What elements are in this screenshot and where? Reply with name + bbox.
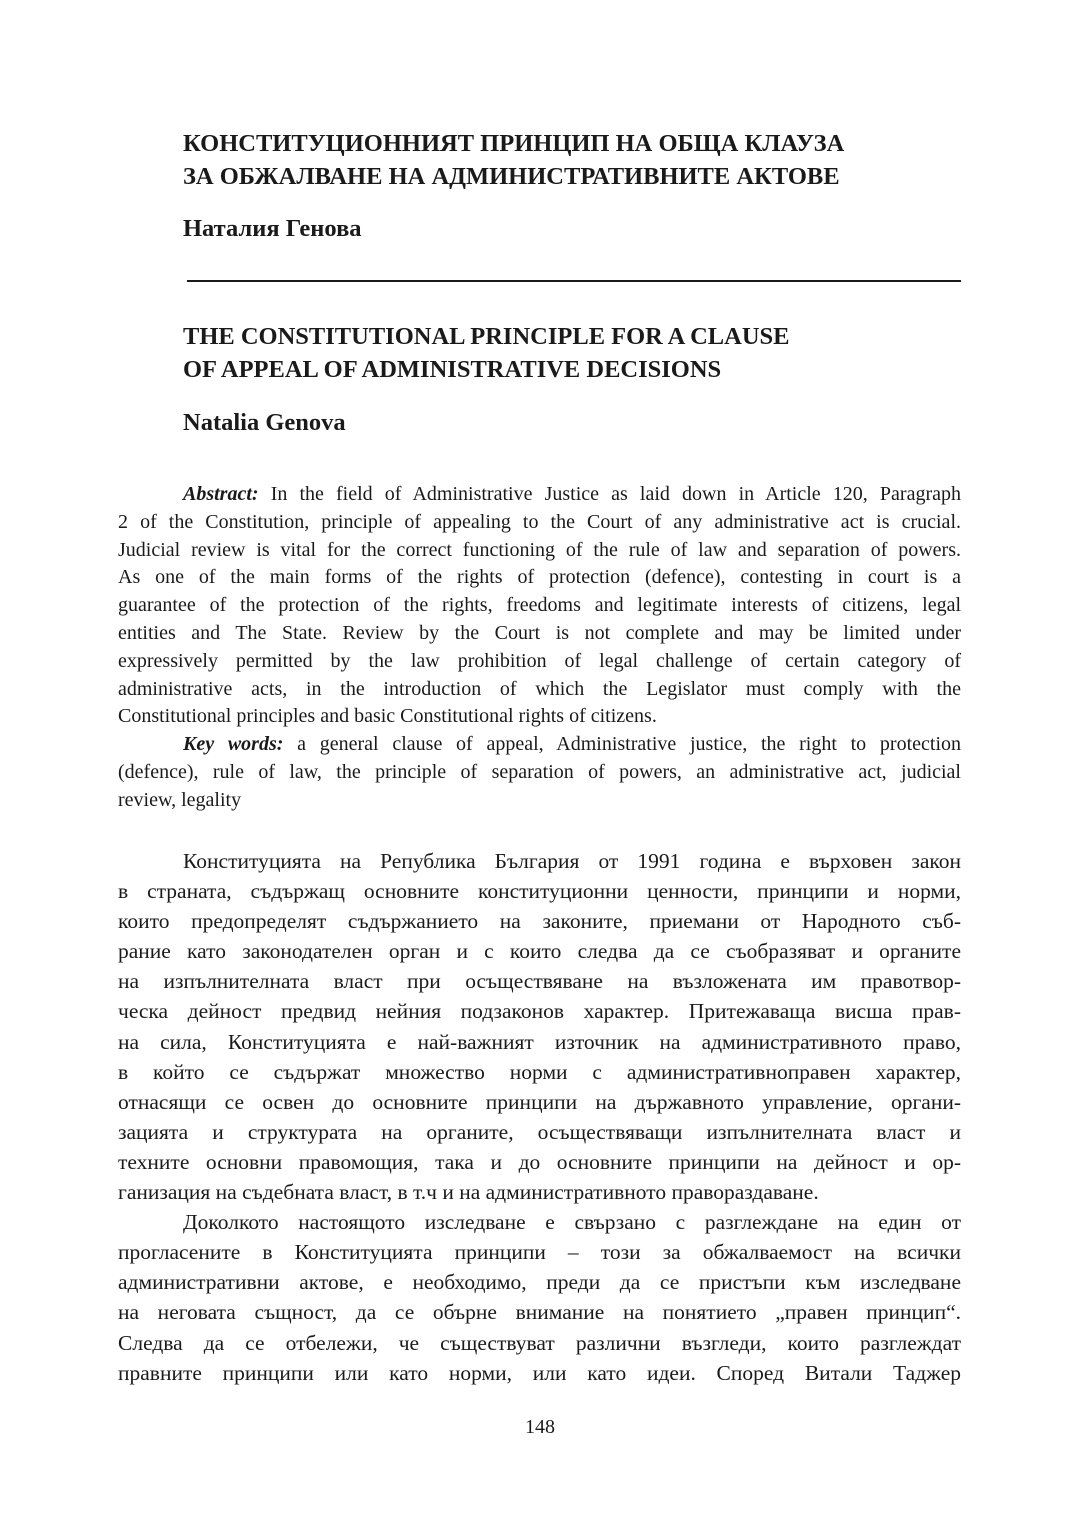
abstract-line: Constitutional principles and basic Constitutional rights of citizens. <box>118 705 657 728</box>
abstract-line: 2 of the Constitution, principle of appealing to the Court of any administrative act is crucial. <box>118 510 961 533</box>
title-english-line-1: THE CONSTITUTIONAL PRINCIPLE FOR A CLAUSE <box>183 323 790 350</box>
body-line: прогласените в Конституцията принципи – този за обжалваемост на всички <box>118 1240 961 1265</box>
keywords-line <box>118 731 961 759</box>
body-line: Конституцията на Република България от 1991 година е върховен закон <box>183 849 961 873</box>
title-bulgarian <box>183 127 973 193</box>
body-line: рание като законодателен орган и с които следва да се съобразяват и органите <box>118 939 961 964</box>
title-english-line-2: OF APPEAL OF ADMINISTRATIVE DECISIONS <box>183 356 722 383</box>
body-line: правните принципи или като норми, или като идеи. Според Витали Таджер <box>118 1360 961 1385</box>
abstract-line: Judicial review is vital for the correct functioning of the rule of law and separation of powers. <box>118 538 961 561</box>
body-line: на изпълнителната власт при осъществяване на възложената им правотвор- <box>118 969 961 994</box>
title-bulgarian-line-1: КОНСТИТУЦИОННИЯТ ПРИНЦИП НА ОБЩА КЛАУЗА <box>183 130 845 157</box>
body-line: административни актове, е необходимо, преди да се пристъпи към изследване <box>118 1270 961 1295</box>
body-line: които предопределят съдържанието на законите, приемани от Народното съб- <box>118 909 961 934</box>
body-line: зацията и структурата на органите, осъществяващи изпълнителната власт и <box>118 1119 961 1144</box>
body-line: отнасящи се освен до основните принципи на държавното управление, органи- <box>118 1089 961 1114</box>
body-line: Доколкото настоящото изследване е свързано с разглеждане на един от <box>183 1210 961 1235</box>
page-number: 148 <box>525 1416 555 1438</box>
abstract-line: expressively permitted by the law prohibition of legal challenge of certain category of <box>118 649 961 672</box>
body-line: ческа дейност предвид нейния подзаконов характер. Притежаваща висша прав- <box>118 999 961 1024</box>
keywords-text: a general clause of appeal, Administrative justice, the right to protection <box>297 733 962 756</box>
body-line: в който се съдържат множество норми с административноправен характер, <box>118 1059 961 1084</box>
body-line: на неговата същност, да се обърне внимание на понятието „правен принцип“. <box>118 1300 961 1325</box>
abstract-label: Abstract: <box>183 483 259 505</box>
title-english <box>183 320 973 386</box>
abstract-line: administrative acts, in the introduction of which the Legislator must comply with the <box>118 677 961 700</box>
keywords-line: review, legality <box>118 788 242 811</box>
body-line: Следва да се отбележи, че съществуват различни възгледи, които разглеждат <box>118 1330 961 1355</box>
body-line: в страната, съдържащ основните конституционни ценности, принципи и норми, <box>118 879 961 904</box>
divider-rule <box>187 280 961 282</box>
abstract-section <box>118 481 961 815</box>
abstract-line: guarantee of the protection of the rights, freedoms and legitimate interests of citizens, legal <box>118 594 961 617</box>
abstract-line <box>118 481 961 509</box>
body-text <box>118 846 961 1388</box>
abstract-line: entities and The State. Review by the Court is not complete and may be limited under <box>118 621 961 644</box>
author-bulgarian: Наталия Генова <box>183 215 362 242</box>
abstract-text: In the field of Administrative Justice as laid down in Article 120, Paragraph <box>270 483 961 505</box>
body-line: ганизация на съдебната власт, в т.ч и на административното правораздаване. <box>118 1180 819 1205</box>
author-english: Natalia Genova <box>183 409 346 436</box>
body-line: на сила, Конституцията е най-важният източник на административното право, <box>118 1029 961 1054</box>
keywords-label: Key words: <box>183 733 284 756</box>
title-bulgarian-line-2: ЗА ОБЖАЛВАНЕ НА АДМИНИСТРАТИВНИТЕ АКТОВЕ <box>183 163 840 190</box>
body-line: техните основни правомощия, така и до основните принципи на дейност и ор- <box>118 1149 961 1174</box>
keywords-line: (defence), rule of law, the principle of separation of powers, an administrative act, judicial <box>118 760 961 783</box>
abstract-line: As one of the main forms of the rights of protection (defence), contesting in court is a <box>118 566 961 589</box>
